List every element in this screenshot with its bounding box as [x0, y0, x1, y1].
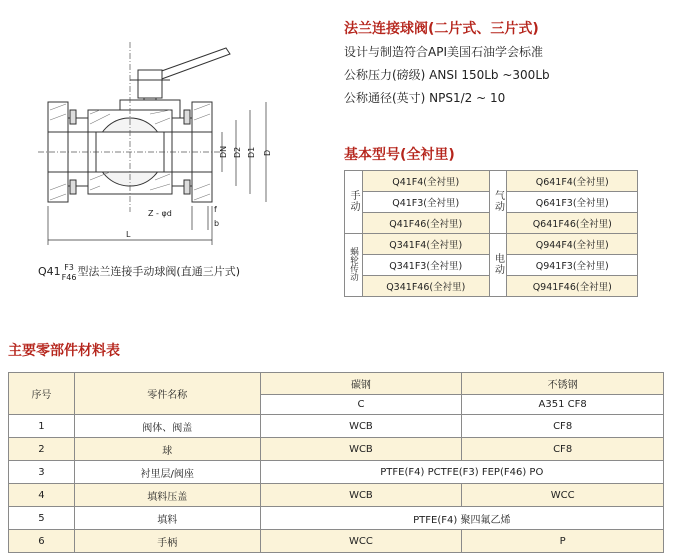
model-cell: Q41F46(全衬里) — [362, 213, 489, 234]
grade-stainless: A351 CF8 — [462, 395, 664, 415]
basic-models-table — [344, 170, 638, 297]
materials-table — [8, 372, 664, 553]
group-worm-gear: 蜗轮传动 — [348, 246, 359, 281]
table-row: 1 阀体、阀盖 WCB CF8 — [9, 415, 664, 438]
caption-sup: F3 — [64, 263, 74, 272]
table-row: 2 球 WCB CF8 — [9, 438, 664, 461]
dim-z: Z - φd — [148, 209, 172, 218]
caption-prefix: Q41 — [38, 265, 61, 278]
model-cell: Q341F4(全衬里) — [362, 234, 489, 255]
model-cell: Q641F4(全衬里) — [507, 171, 638, 192]
spec-line-standard: 设计与制造符合API美国石油学会标准 — [344, 45, 543, 59]
model-cell: Q41F4(全衬里) — [362, 171, 489, 192]
table-row: 4 填料压盖 WCB WCC — [9, 484, 664, 507]
table-row: 3 衬里层/阀座 PTFE(F4) PCTFE(F3) FEP(F46) PO — [9, 461, 664, 484]
group-electric: 电动 — [492, 252, 504, 275]
model-cell: Q944F4(全衬里) — [507, 234, 638, 255]
table-row: 5 填料 PTFE(F4) 聚四氟乙烯 — [9, 507, 664, 530]
model-cell: Q641F3(全衬里) — [507, 192, 638, 213]
caption-text: 型法兰连接手动球阀(直通三片式) — [77, 265, 241, 278]
header-part: 零件名称 — [74, 373, 260, 415]
spec-line-size: 公称通径(英寸) NPS1/2 ~ 10 — [344, 91, 506, 105]
dim-d1: D1 — [247, 146, 256, 158]
spec-title: 法兰连接球阀(二片式、三片式) — [344, 21, 539, 37]
model-cell: Q941F46(全衬里) — [507, 276, 638, 297]
drawing-caption — [38, 262, 240, 282]
valve-drawing — [30, 40, 280, 255]
model-cell: Q641F46(全衬里) — [507, 213, 638, 234]
dim-b: b — [214, 219, 220, 228]
spec-line-pressure: 公称压力(磅级) ANSI 150Lb ~300Lb — [344, 68, 550, 82]
dim-d: D — [263, 149, 272, 156]
dim-dn: DN — [219, 145, 228, 158]
model-cell: Q341F3(全衬里) — [362, 255, 489, 276]
group-pneumatic: 气动 — [492, 189, 504, 212]
dim-d2: D2 — [233, 146, 242, 158]
group-manual: 手动 — [347, 189, 359, 212]
grade-carbon: C — [260, 395, 462, 415]
model-cell: Q41F3(全衬里) — [362, 192, 489, 213]
basic-models-title: 基本型号(全衬里) — [344, 147, 455, 163]
table-row: 6 手柄 WCC P — [9, 530, 664, 553]
dim-f: f — [214, 205, 217, 214]
header-carbon: 碳钢 — [260, 373, 462, 395]
materials-title: 主要零部件材料表 — [8, 343, 120, 359]
caption-sub: F46 — [61, 273, 77, 282]
model-cell: Q941F3(全衬里) — [507, 255, 638, 276]
dim-l: L — [126, 230, 131, 239]
header-no: 序号 — [9, 373, 75, 415]
header-stainless: 不锈钢 — [462, 373, 664, 395]
model-cell: Q341F46(全衬里) — [362, 276, 489, 297]
